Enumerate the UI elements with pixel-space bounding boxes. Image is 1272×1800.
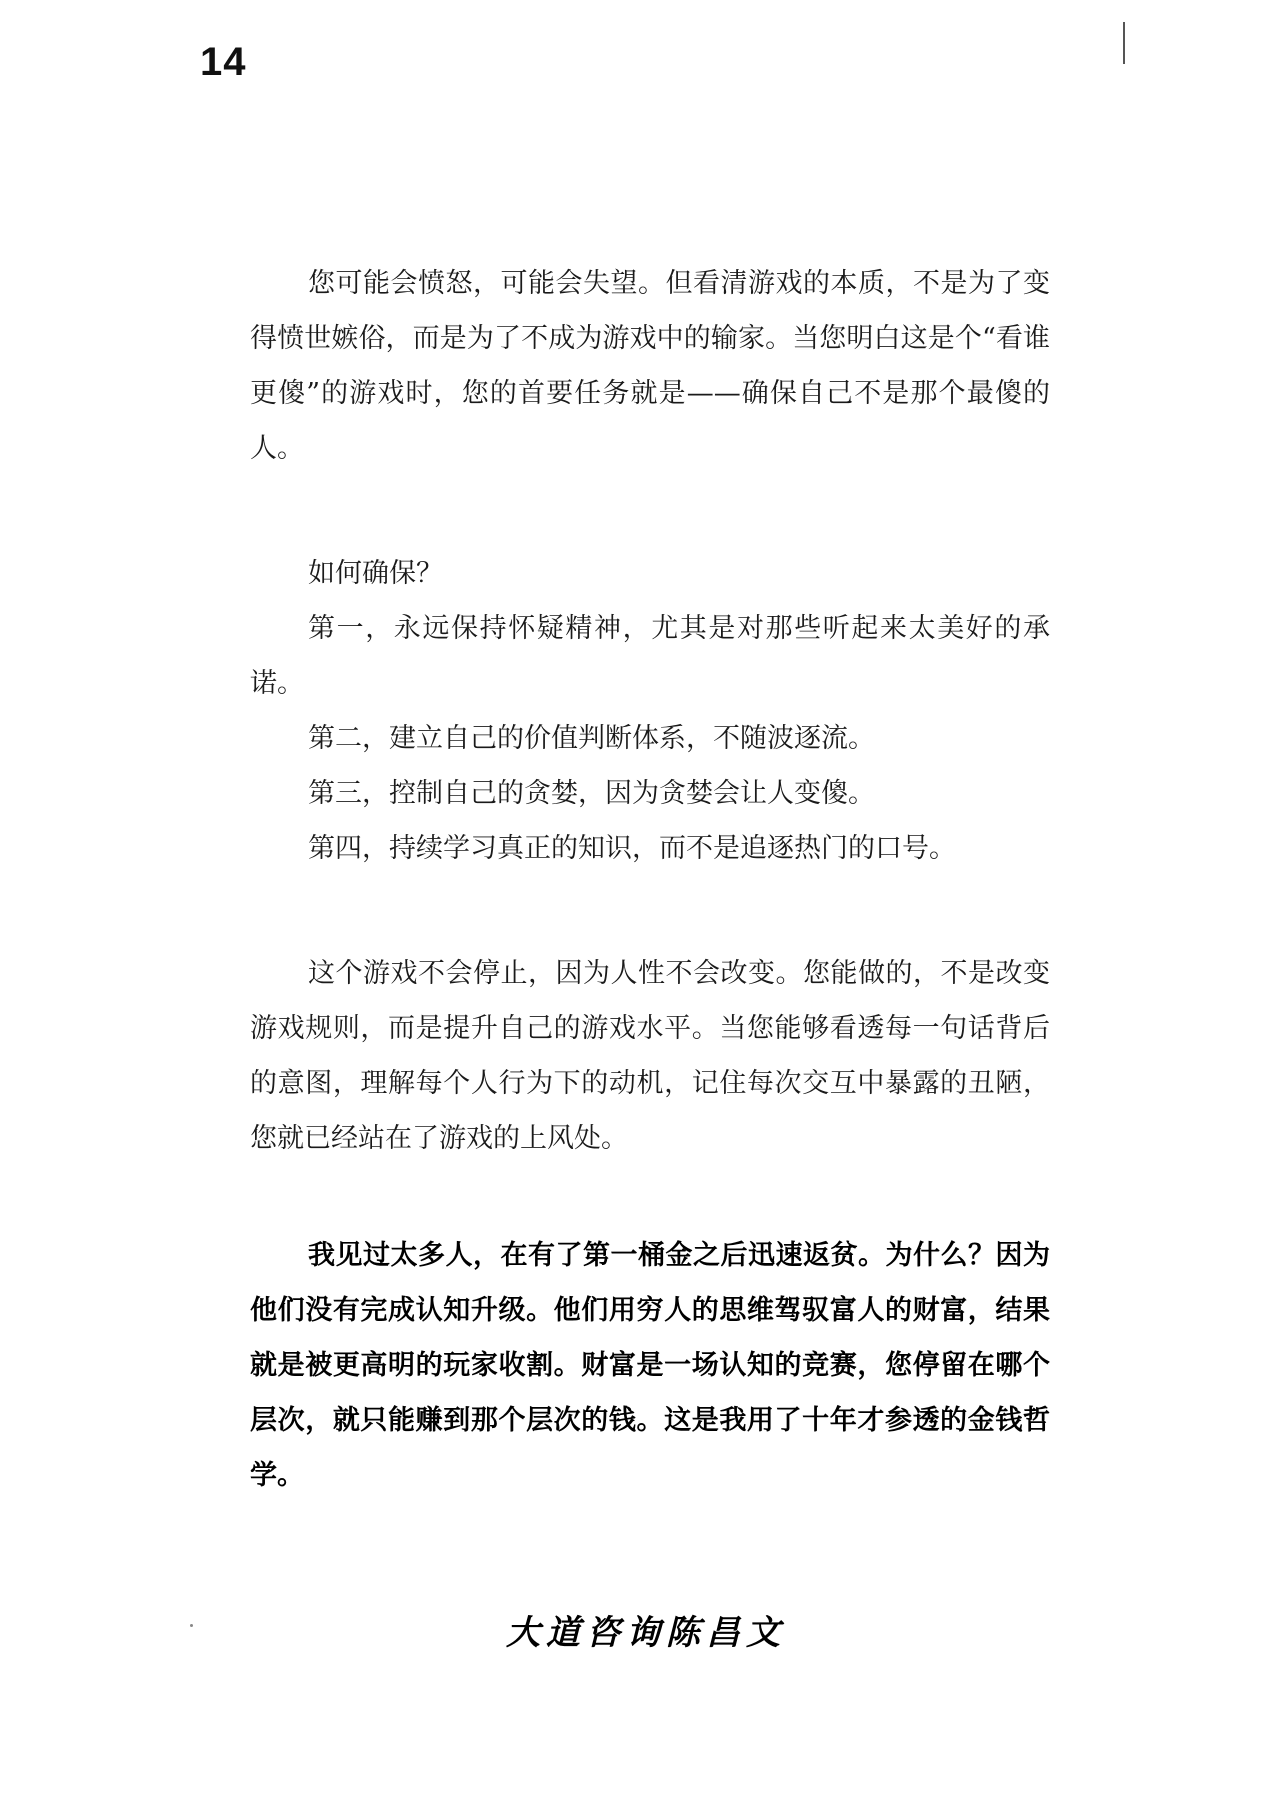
paragraph-game-essence: 您可能会愤怒，可能会失望。但看清游戏的本质，不是为了变得愤世嫉俗，而是为了不成为游戏中的输家。当您明白这是个“看谁更傻”的游戏时，您的首要任务就是——确保自己不是那个最傻的人。 — [250, 268, 1050, 464]
paragraph-gap — [250, 876, 1050, 946]
paragraph-gap — [250, 1166, 1050, 1228]
paragraph-gap — [250, 476, 1050, 546]
list-item-second: 第二，建立自己的价值判断体系，不随波逐流。 — [308, 723, 875, 754]
list-item-fourth: 第四，持续学习真正的知识，而不是追逐热门的口号。 — [308, 833, 956, 864]
page-edge-mark — [1123, 22, 1125, 64]
page-number: 14 — [200, 40, 247, 84]
list-item-first: 第一，永远保持怀疑精神，尤其是对那些听起来太美好的承诺。 — [250, 613, 1050, 699]
author-signature: 大道咨询陈昌文 — [506, 1613, 786, 1653]
paragraph-game-continues: 这个游戏不会停止，因为人性不会改变。您能做的，不是改变游戏规则，而是提升自己的游戏水平。当您能够看透每一句话背后的意图，理解每个人行为下的动机，记住每次交互中暴露的丑陋，您就已经站在了游戏的上风处。 — [250, 958, 1050, 1154]
body-text — [250, 256, 1050, 1503]
list-item-third: 第三，控制自己的贪婪，因为贪婪会让人变傻。 — [308, 778, 875, 809]
paragraph-money-philosophy: 我见过太多人，在有了第一桶金之后迅速返贫。为什么？因为他们没有完成认知升级。他们用穷人的思维驾驭富人的财富，结果就是被更高明的玩家收割。财富是一场认知的竞赛，您停留在哪个层次，就只能赚到那个层次的钱。这是我用了十年才参透的金钱哲学。 — [250, 1240, 1050, 1491]
paragraph-how-to-ensure: 如何确保？ — [308, 558, 443, 589]
